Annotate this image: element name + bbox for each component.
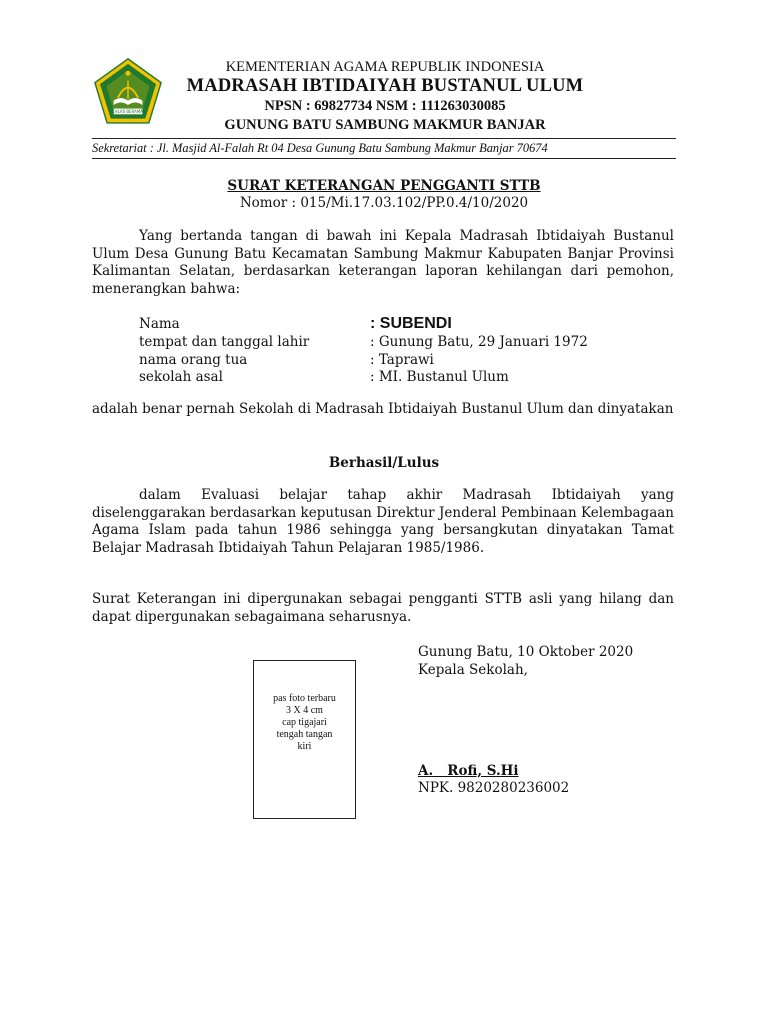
- school-name: MADRASAH IBTIDAIYAH BUSTANUL ULUM: [186, 76, 584, 96]
- letter-number: Nomor : 015/Mi.17.03.102/PP.0.4/10/2020: [239, 195, 529, 211]
- field-label: sekolah asal: [139, 369, 223, 385]
- signature-place-date: Gunung Batu, 10 Oktober 2020: [418, 644, 634, 660]
- evaluation-paragraph: dalam Evaluasi belajar tahap akhir Madrasah Ibtidaiyah yang diselenggarakan berdasarkan keputusan Direktur Jenderal Pembinaan Kelembagaan Agama Islam pada tahun 1986 sehingga yang bersangkutan dinyatakan Tamat Belajar Madrasah Ibtidaiyah Tahun Pelajaran 1985/1986.: [92, 487, 674, 556]
- school-location: GUNUNG BATU SAMBUNG MAKMUR BANJAR: [224, 117, 546, 133]
- closing-paragraph: Surat Keterangan ini dipergunakan sebagai pengganti STTB asli yang hilang dan dapat dipergunakan sebagaimana seharusnya.: [92, 591, 674, 625]
- signatory-npk: NPK. 9820280236002: [418, 780, 570, 796]
- photo-box: [253, 660, 356, 819]
- ministry-logo: [92, 56, 164, 128]
- result-status: Berhasil/Lulus: [328, 455, 440, 471]
- ministry-name: KEMENTERIAN AGAMA REPUBLIK INDONESIA: [225, 59, 545, 75]
- photo-instructions: [254, 693, 355, 753]
- field-label: tempat dan tanggal lahir: [139, 334, 310, 350]
- photo-line: cap tigajari: [282, 717, 327, 728]
- photo-line: pas foto terbaru: [273, 693, 336, 704]
- statement-paragraph: adalah benar pernah Sekolah di Madrasah Ibtidaiyah Bustanul Ulum dan dinyatakan: [92, 401, 674, 417]
- secretariat-address: Sekretariat : Jl. Masjid Al-Falah Rt 04 Desa Gunung Batu Sambung Makmur Banjar 70674: [92, 141, 548, 155]
- address-divider: [92, 158, 676, 159]
- signature-position: Kepala Sekolah,: [418, 662, 528, 678]
- field-value: : MI. Bustanul Ulum: [370, 369, 509, 385]
- school-ids: NPSN : 69827734 NSM : 111263030085: [264, 98, 506, 114]
- field-label: nama orang tua: [139, 352, 248, 368]
- opening-paragraph: Yang bertanda tangan di bawah ini Kepala Madrasah Ibtidaiyah Bustanul Ulum Desa Gunung Batu Kecamatan Sambung Makmur Kabupaten Banjar Provinsi Kalimantan Selatan, berdasarkan keterangan laporan kehilangan dari pemohon, menerangkan bahwa:: [92, 228, 674, 297]
- field-value: : Gunung Batu, 29 Januari 1972: [370, 334, 588, 350]
- photo-line: tengah tangan: [276, 729, 333, 740]
- field-value: : SUBENDI: [370, 315, 452, 332]
- field-label: Nama: [139, 316, 180, 332]
- photo-line: kiri: [297, 741, 312, 752]
- letter-title-text: SURAT KETERANGAN PENGGANTI STTB: [227, 178, 541, 194]
- letter-title: [92, 178, 676, 194]
- photo-line: 3 X 4 cm: [286, 705, 323, 716]
- field-value: : Taprawi: [370, 352, 434, 368]
- svg-text:IKHLAS BERAMAL: IKHLAS BERAMAL: [110, 109, 146, 115]
- signatory-name: A. Rofi, S.Hi: [418, 763, 519, 779]
- header-divider: [92, 138, 676, 139]
